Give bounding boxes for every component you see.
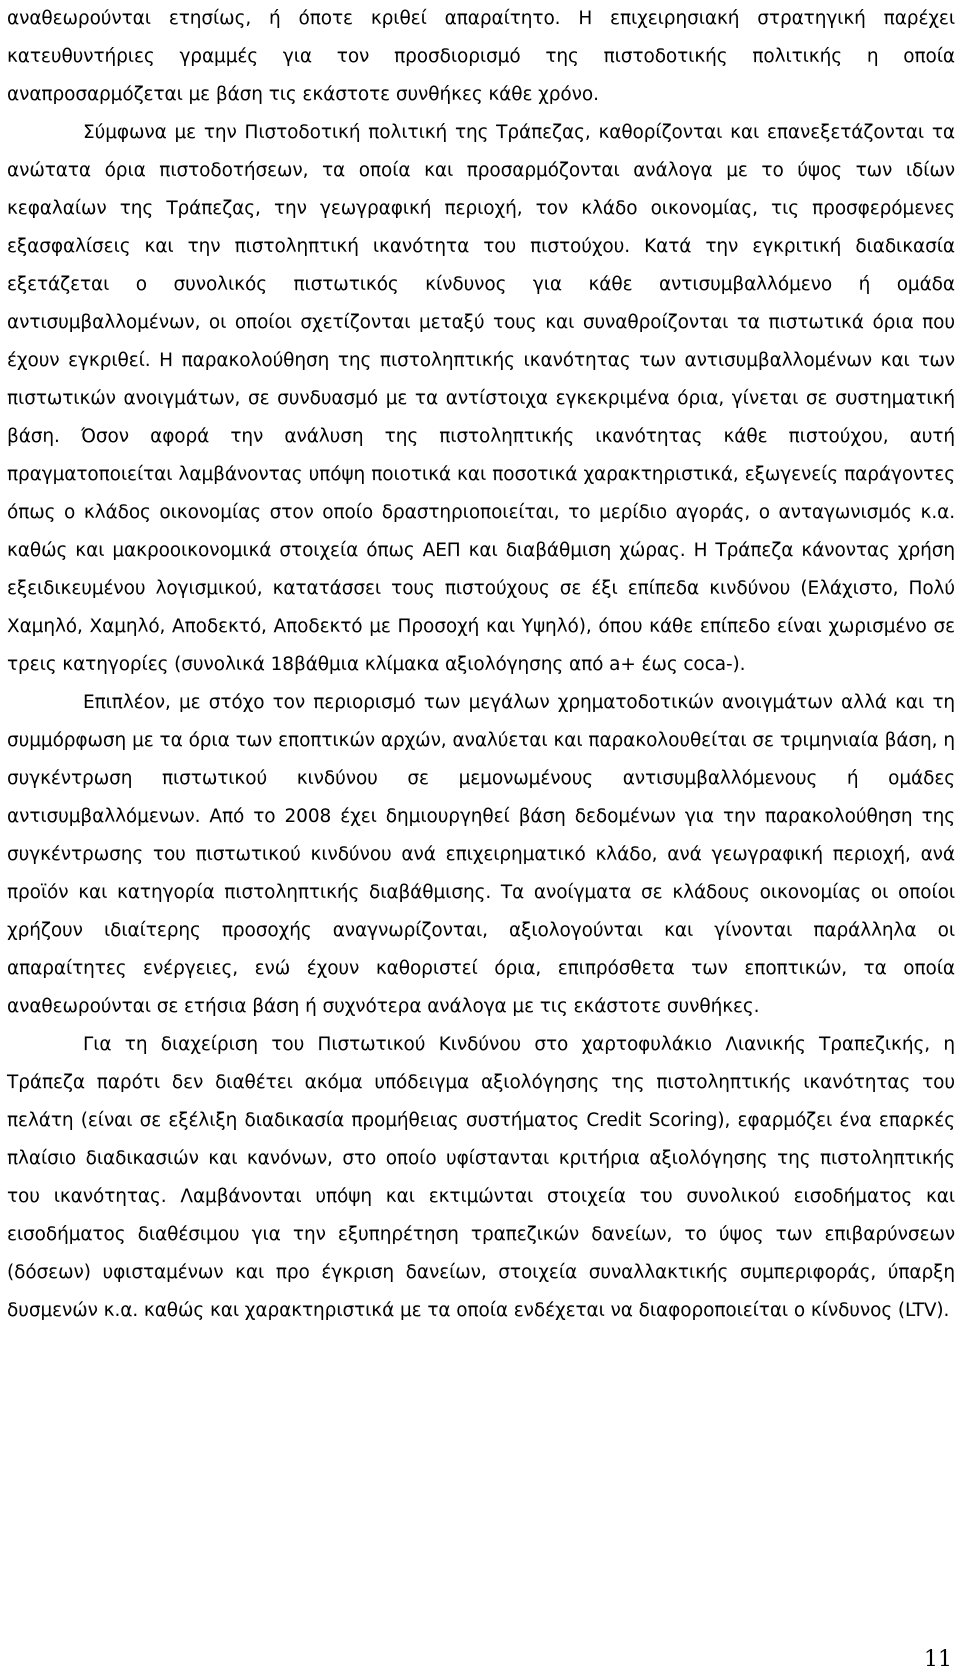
body-text: [7, 0, 955, 1330]
page-number: 11: [924, 1647, 952, 1672]
paragraph-retail-credit-risk: Για τη διαχείριση του Πιστωτικού Κινδύνου στο χαρτοφυλάκιο Λιανικής Τραπεζικής, η Τράπεζα παρότι δεν διαθέτει ακόμα υπόδειγμα αξιολόγησης της πιστοληπτικής ικανότητας του πελάτη (είναι σε εξέλιξη διαδικασία προμήθειας συστήματος Credit Scoring), εφαρμόζει ένα επαρκές πλαίσιο διαδικασιών και κανόνων, στο οποίο υφίστανται κριτήρια αξιολόγησης της πιστοληπτικής του ικανότητας. Λαμβάνονται υπόψη και εκτιμώνται στοιχεία του συνολικού εισοδήματος και εισοδήματος διαθέσιμου για την εξυπηρέτηση τραπεζικών δανείων, το ύψος των επιβαρύνσεων (δόσεων) υφισταμένων και προ έγκριση δανείων, στοιχεία συναλλακτικής συμπεριφοράς, ύπαρξη δυσμενών κ.α. καθώς και χαρακτηριστικά με τα οποία ενδέχεται να διαφοροποιείται ο κίνδυνος (LTV).: [7, 1034, 955, 1321]
paragraph-continuation: αναθεωρούνται ετησίως, ή όποτε κριθεί απαραίτητο. Η επιχειρησιακή στρατηγική παρέχει κατευθυντήριες γραμμές για τον προσδιορισμό της πιστοδοτικής πολιτικής η οποία αναπροσαρμόζεται με βάση τις εκάστοτε συνθήκες κάθε χρόνο.: [7, 8, 955, 105]
paragraph-concentration-risk: Επιπλέον, με στόχο τον περιορισμό των μεγάλων χρηματοδοτικών ανοιγμάτων αλλά και τη συμμόρφωση με τα όρια των εποπτικών αρχών, αναλύεται και παρακολουθείται σε τριμηνιαία βάση, η συγκέντρωση πιστωτικού κινδύνου σε μεμονωμένους αντισυμβαλλόμενους ή ομάδες αντισυμβαλλόμενων. Από το 2008 έχει δημιουργηθεί βάση δεδομένων για την παρακολούθηση της συγκέντρωσης του πιστωτικού κινδύνου ανά επιχειρηματικό κλάδο, ανά γεωγραφική περιοχή, ανά προϊόν και κατηγορία πιστοληπτικής διαβάθμισης. Τα ανοίγματα σε κλάδους οικονομίας οι οποίοι χρήζουν ιδιαίτερης προσοχής αναγνωρίζονται, αξιολογούνται και γίνονται παράλληλα οι απαραίτητες ενέργειες, ενώ έχουν καθοριστεί όρια, επιπρόσθετα των εποπτικών, τα οποία αναθεωρούνται σε ετήσια βάση ή συχνότερα ανάλογα με τις εκάστοτε συνθήκες.: [7, 692, 955, 1017]
paragraph-credit-policy: Σύμφωνα με την Πιστοδοτική πολιτική της Τράπεζας, καθορίζονται και επανεξετάζονται τα ανώτατα όρια πιστοδοτήσεων, τα οποία και προσαρμόζονται ανάλογα με το ύψος των ιδίων κεφαλαίων της Τράπεζας, την γεωγραφική περιοχή, τον κλάδο οικονομίας, τις προσφερόμενες εξασφαλίσεις και την πιστοληπτική ικανότητα του πιστούχου. Κατά την εγκριτική διαδικασία εξετάζεται ο συνολικός πιστωτικός κίνδυνος για κάθε αντισυμβαλλόμενο ή ομάδα αντισυμβαλλομένων, οι οποίοι σχετίζονται μεταξύ τους και συναθροίζονται τα πιστωτικά όρια που έχουν εγκριθεί. Η παρακολούθηση της πιστοληπτικής ικανότητας των αντισυμβαλλομένων και των πιστωτικών ανοιγμάτων, σε συνδυασμό με τα αντίστοιχα εγκεκριμένα όρια, γίνεται σε συστηματική βάση. Όσον αφορά την ανάλυση της πιστοληπτικής ικανότητας κάθε πιστούχου, αυτή πραγματοποιείται λαμβάνοντας υπόψη ποιοτικά και ποσοτικά χαρακτηριστικά, εξωγενείς παράγοντες όπως ο κλάδος οικονομίας στον οποίο δραστηριοποιείται, το μερίδιο αγοράς, ο ανταγωνισμός κ.α. καθώς και μακροοικονομικά στοιχεία όπως ΑΕΠ και διαβάθμιση χώρας. Η Τράπεζα κάνοντας χρήση εξειδικευμένου λογισμικού, κατατάσσει τους πιστούχους σε έξι επίπεδα κινδύνου (Ελάχιστο, Πολύ Χαμηλό, Χαμηλό, Αποδεκτό, Αποδεκτό με Προσοχή και Υψηλό), όπου κάθε επίπεδο είναι χωρισμένο σε τρεις κατηγορίες (συνολικά 18βάθμια κλίμακα αξιολόγησης από a+ έως coca-).: [7, 122, 955, 675]
